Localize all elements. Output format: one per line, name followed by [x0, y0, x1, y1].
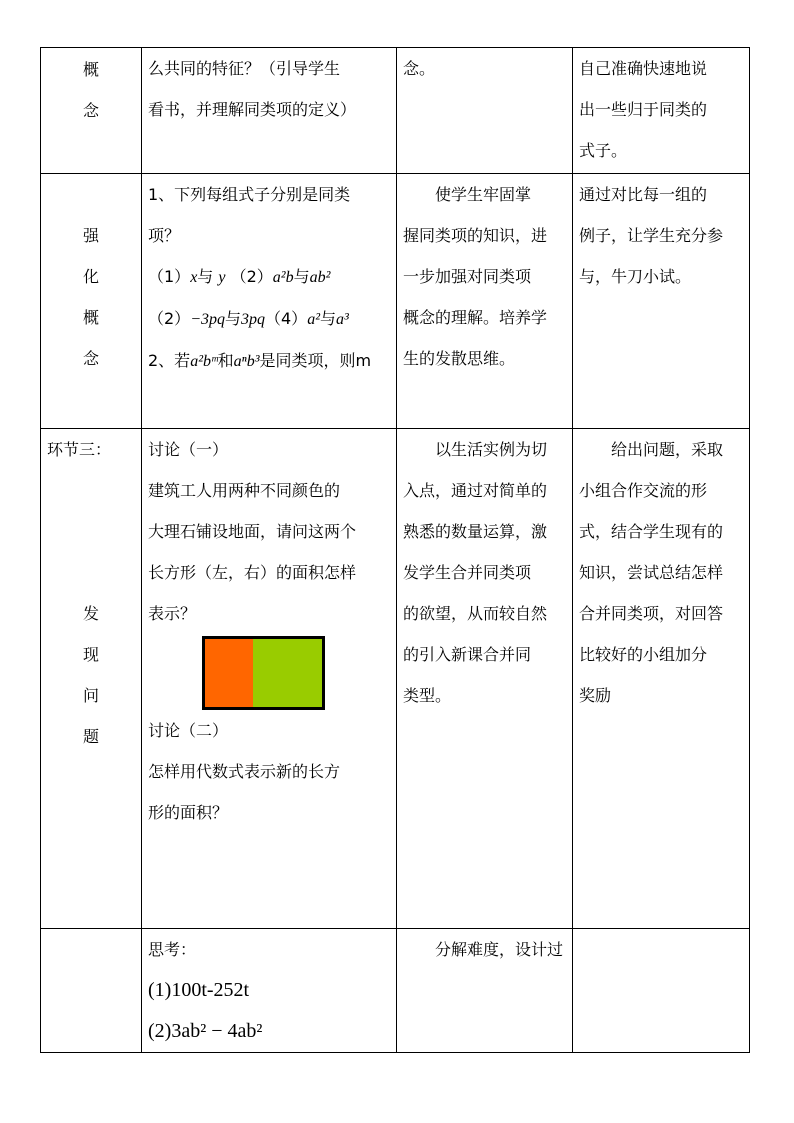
label: （2）: [230, 267, 273, 286]
expr: ab²: [309, 269, 331, 286]
text-line: 比较好的小组加分: [579, 645, 708, 664]
expr: a²bᵐ: [190, 353, 218, 370]
stage-cell: [41, 48, 142, 174]
label: （1）: [148, 267, 191, 286]
text-line: 怎样用代数式表示新的长方: [148, 762, 341, 781]
label: 与: [319, 309, 336, 328]
expr: x: [190, 269, 198, 286]
expr: 3pq: [241, 311, 265, 328]
text-line: 合并同类项，对回答: [579, 604, 724, 623]
student-cell: [573, 929, 750, 1053]
text-line: 熟悉的数量运算，激: [403, 522, 548, 541]
stage-char: 现: [82, 645, 99, 664]
text-line: 生的发散思维。: [403, 349, 516, 368]
text-line: 分解难度，设计过: [435, 940, 564, 959]
stage-char: 概: [82, 60, 99, 79]
activity-cell: [142, 48, 397, 174]
activity-cell: [142, 174, 397, 429]
text-line: 大理石铺设地面，请问这两个: [148, 522, 357, 541]
stage-cell: [41, 174, 142, 429]
text-line: 小组合作交流的形: [579, 481, 708, 500]
text-line: 以生活实例为切: [435, 440, 548, 459]
text-line: 类型。: [403, 686, 452, 705]
purpose-cell: [397, 929, 573, 1053]
question-2: [148, 340, 391, 382]
expr: a²b: [272, 269, 294, 286]
text-line: 的引入新课合并同: [403, 645, 532, 664]
lesson-plan-table: [40, 47, 750, 1053]
label: 与: [293, 267, 310, 286]
text-line: 使学生牢固掌: [435, 185, 532, 204]
expr: a³: [336, 311, 349, 328]
purpose-cell: [397, 48, 573, 174]
text-line: 例子，让学生充分参: [579, 226, 724, 245]
expression-1: (1)100t-252t: [148, 979, 250, 1001]
right-rectangle: [253, 636, 325, 710]
text-line: 项？: [148, 226, 181, 245]
stage-char: 问: [82, 686, 99, 705]
option-line: [148, 298, 391, 340]
label: 是同类项，则m: [259, 351, 372, 370]
think-title: 思考：: [148, 940, 197, 959]
option-line: [148, 256, 391, 298]
text-line: 一步加强对同类项: [403, 267, 532, 286]
stage-char: 化: [82, 267, 99, 286]
expr: y: [218, 269, 226, 286]
table-row: [41, 174, 750, 429]
text-line: 出一些归于同类的: [579, 100, 708, 119]
stage-char: 念: [82, 101, 99, 120]
label: 与: [197, 267, 214, 286]
text-line: 知识，尝试总结怎样: [579, 563, 724, 582]
section-label: 环节三：: [47, 440, 112, 459]
text-line: 握同类项的知识，进: [403, 226, 548, 245]
expr: aⁿb³: [233, 353, 260, 370]
table-row: [41, 48, 750, 174]
text-line: 通过对比每一组的: [579, 185, 708, 204]
label: （4）: [265, 309, 308, 328]
text-line: 奖励: [579, 686, 612, 705]
purpose-cell: [397, 174, 573, 429]
text-line: 自己准确快速地说: [579, 59, 708, 78]
text-line: 给出问题，采取: [611, 440, 724, 459]
text-line: 的欲望，从而较自然: [403, 604, 548, 623]
activity-cell: [142, 929, 397, 1053]
table-row: [41, 929, 750, 1053]
expression-2: (2)3ab² − 4ab²: [148, 1020, 263, 1042]
question-1: 1、下列每组式子分别是同类: [148, 185, 351, 204]
stage-char: 念: [82, 349, 99, 368]
stage-cell: [41, 429, 142, 929]
discussion-1-title: 讨论（一）: [148, 440, 229, 459]
stage-cell: [41, 929, 142, 1053]
label: 2、若: [148, 351, 191, 370]
text-line: 发学生合并同类项: [403, 563, 532, 582]
text-line: 建筑工人用两种不同颜色的: [148, 481, 341, 500]
text-line: 与，牛刀小试。: [579, 267, 692, 286]
stage-char: 概: [82, 308, 99, 327]
text-line: 看书，并理解同类项的定义）: [148, 100, 357, 119]
activity-cell: [142, 429, 397, 929]
left-rectangle: [202, 636, 259, 710]
discussion-2-title: 讨论（二）: [148, 721, 229, 740]
stage-char: 发: [82, 604, 99, 623]
label: 与: [224, 309, 241, 328]
expr: −3pq: [190, 311, 225, 328]
text-line: 概念的理解。培养学: [403, 308, 548, 327]
text-line: 么共同的特征？（引导学生: [148, 59, 341, 78]
text-line: 形的面积？: [148, 803, 229, 822]
student-cell: [573, 174, 750, 429]
purpose-cell: [397, 429, 573, 929]
rectangles-figure: [148, 634, 391, 710]
text-line: 入点，通过对简单的: [403, 481, 548, 500]
stage-char: 题: [82, 727, 99, 746]
expr: a²: [307, 311, 320, 328]
text-line: 式子。: [579, 141, 628, 160]
text-line: 长方形（左，右）的面积怎样: [148, 563, 357, 582]
student-cell: [573, 48, 750, 174]
label: （2）: [148, 309, 191, 328]
text-line: 式，结合学生现有的: [579, 522, 724, 541]
student-cell: [573, 429, 750, 929]
text-line: 表示？: [148, 604, 197, 623]
text-line: 念。: [403, 59, 436, 78]
table-row: [41, 429, 750, 929]
stage-char: 强: [82, 226, 99, 245]
label: 和: [217, 351, 234, 370]
